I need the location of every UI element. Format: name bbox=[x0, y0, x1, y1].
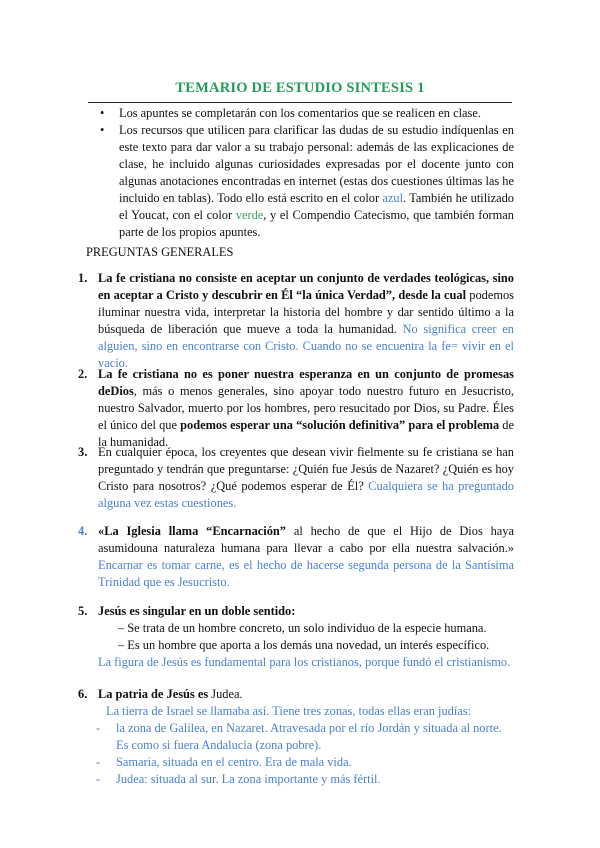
question-number: 3. bbox=[78, 445, 88, 459]
question-1 bbox=[78, 270, 514, 372]
question-number: 5. bbox=[78, 604, 88, 618]
page-title: TEMARIO DE ESTUDIO SINTESIS 1 bbox=[175, 80, 425, 96]
question-number: 6. bbox=[78, 687, 88, 701]
question-dash-item-2: – Es un hombre que aporta a los demás una novedad, un interés específico. bbox=[118, 638, 490, 652]
question-3 bbox=[78, 444, 514, 512]
question-text: Judea. bbox=[208, 687, 243, 701]
bullet-2-text-a: Los recursos que utilicen para clarificar las dudas de su estudio indíquenlas en este texto para dar valor a su trabajo personal: además de las explicaciones de clase, he incluido algunas curiosidades expresadas por el docente junto con algunas anotaciones encontradas en internet (estas dos cuestiones últimas las he incluido en tablas). Todo ello está escrito en el color bbox=[119, 123, 514, 205]
question-text: , más o menos generales, sino apoyar todo nuestro futuro en Jesucristo, nuestro Salvador, muerto por los hombres, pero resucitado por Dios, su Padre. Éles el único del que bbox=[98, 384, 514, 432]
question-dash-item-1: – Se trata de un hombre concreto, un solo individuo de la especie humana. bbox=[118, 621, 487, 635]
question-6-details bbox=[84, 703, 514, 788]
question-note: Cualquiera se ha preguntado alguna vez estas cuestiones. bbox=[98, 479, 514, 510]
zone-list bbox=[84, 720, 514, 788]
question-6 bbox=[78, 686, 514, 788]
question-bold-text: La patria de Jesús es bbox=[98, 687, 209, 701]
color-word-blue: azul bbox=[382, 191, 404, 205]
title-divider bbox=[88, 102, 512, 103]
question-5 bbox=[78, 603, 514, 671]
color-word-green: verde bbox=[235, 208, 264, 222]
question-bold-text: La fe cristiana no es poner nuestra esperanza en un conjunto de promesas deDios bbox=[98, 367, 514, 398]
question-text: al hecho de que el Hijo de Dios haya asumidouna naturaleza humana para llevar a cabo por ella nuestra salvación.» bbox=[98, 524, 514, 555]
bullet-2-text-b: . También he utilizado el Youcat, con el color bbox=[119, 191, 515, 222]
question-note: No significa creer en alguien, sino en encontrarse con Cristo. Cuando no se encuentra la fe= vivir en el vacío. bbox=[98, 322, 514, 370]
question-note: Encarnar es tomar carne, es el hecho de hacerse segunda persona de la Santísima Trinidad que es Jesucristo. bbox=[98, 558, 514, 589]
bullet-2-text-c: , y el Compendio Catecismo, que también forman parte de los propios apuntes. bbox=[119, 208, 514, 239]
list-item: - la zona de Galilea, en Nazaret. Atravesada por el río Jordán y situada al norte. Es como si fuera Andalucía (zona pobre). bbox=[84, 720, 514, 754]
section-heading: PREGUNTAS GENERALES bbox=[86, 245, 234, 259]
question-2 bbox=[78, 366, 514, 451]
list-item: - Judea: situada al sur. La zona importante y más fértil. bbox=[84, 771, 514, 788]
question-number: 4. bbox=[78, 524, 88, 538]
question-note: La tierra de Israel se llamaba así. Tiene tres zonas, todas ellas eran judías: bbox=[106, 704, 472, 718]
question-bold-text-2: podemos esperar una “solución definitiva” para el problema bbox=[180, 418, 500, 432]
intro-bullet-2 bbox=[100, 122, 514, 241]
intro-bullet-1: • Los apuntes se completarán con los comentarios que se realicen en clase. bbox=[100, 105, 514, 122]
question-note: La figura de Jesús es fundamental para los cristianos, porque fundó el cristianismo. bbox=[98, 655, 511, 669]
question-bold-text: Jesús es singular en un doble sentido: bbox=[98, 604, 296, 618]
question-bold-text: «La Iglesia llama “Encarnación” bbox=[98, 524, 286, 538]
question-text-2: de la humanidad. bbox=[98, 418, 515, 449]
question-number: 2. bbox=[78, 367, 88, 381]
question-4 bbox=[78, 523, 514, 591]
question-text: podemos iluminar nuestra vida, interpretar la historia del hombre y dar sentido último a la búsqueda de liberación que mueve a toda la humanidad. bbox=[98, 288, 514, 336]
question-text: En cualquier época, los creyentes que desean vivir fielmente su fe cristiana se han preguntado y tendrán que preguntarse: ¿Quién fue Jesús de Nazaret? ¿Quién es hoy Cristo para nosotros? ¿Qué podemos esperar de Él? bbox=[98, 445, 514, 493]
question-number: 1. bbox=[78, 271, 88, 285]
list-item: - Samaria, situada en el centro. Era de mala vida. bbox=[84, 754, 514, 771]
intro-bullet-list bbox=[100, 105, 514, 241]
question-bold-text: La fe cristiana no consiste en aceptar un conjunto de verdades teológicas, sino en aceptar a Cristo y descubrir en Él “la única Verdad”, desde la cual bbox=[98, 271, 514, 302]
